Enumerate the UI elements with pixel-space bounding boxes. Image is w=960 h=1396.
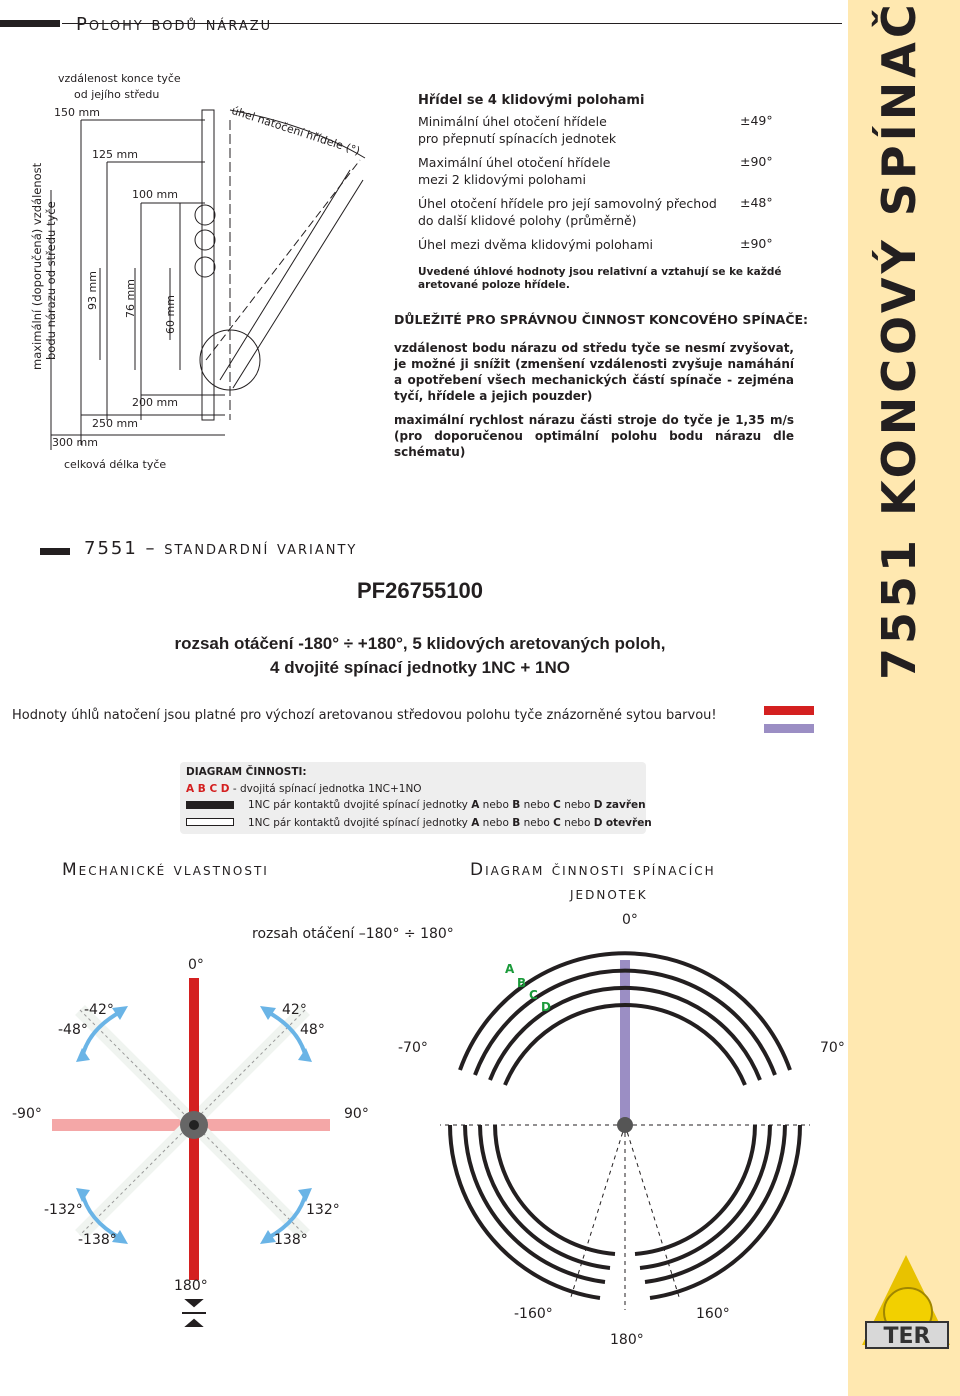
spec-val-1: ±49°: [740, 113, 773, 128]
switching-diagram: [420, 930, 840, 1330]
open-swatch: [186, 818, 234, 826]
mech-0: 0°: [188, 957, 204, 973]
mech-m42: -42°: [84, 1002, 114, 1018]
angle-note: Hodnoty úhlů natočení jsou platné pro výchozí aretovanou středovou polohu tyče znázorněné sytou barvou!: [12, 708, 717, 723]
closed-swatch: [186, 801, 234, 809]
important-p1: vzdálenost bodu nárazu od středu tyče se nesmí zvyšovat, je možné ji snížit (zmenšení vzdálenosti zvyšuje namáhání a opotřebení všech mechanických částí spínače - zejména tyčí, hřídele a jejich pouzder): [394, 341, 794, 403]
legend-closed: 1NC pár kontaktů dvojité spínací jednotky A nebo B nebo C nebo D zavřen: [248, 799, 646, 811]
dim-150: 150 mm: [54, 106, 100, 119]
mech-heading: Mechanické vlastnosti: [62, 860, 269, 880]
specs-note: Uvedené úhlové hodnoty jsou relativní a vztahují se ke každé aretované poloze hřídele.: [418, 266, 782, 291]
legend-abcd-row: A B C D - dvojitá spínací jednotka 1NC+1NO: [186, 783, 422, 795]
side-panel: [848, 0, 960, 1396]
shaft-angle-label: úhel natočení hřídele (°): [229, 104, 362, 158]
side-dim-label-2: bodu nárazu od středu tyče: [44, 201, 58, 360]
variant-bar: [40, 548, 70, 555]
diag-m70: -70°: [398, 1040, 428, 1056]
variant-desc: rozsah otáčení -180° ÷ +180°, 5 klidových aretovaných poloh, 4 dvojité spínací jednotky 1NC + 1NO: [174, 634, 666, 677]
dim-93: 93 mm: [86, 271, 99, 310]
legend-title: DIAGRAM ČINNOSTI:: [186, 766, 307, 778]
side-dim-label-1: maximální (doporučená) vzdálenost: [30, 162, 44, 370]
legend-open: 1NC pár kontaktů dvojité spínací jednotky A nebo B nebo C nebo D otevřen: [248, 817, 652, 829]
diag-70: 70°: [820, 1040, 845, 1056]
diag-0: 0°: [622, 912, 638, 928]
product-code: PF26755100: [357, 578, 483, 603]
diag-d: D: [541, 1000, 551, 1014]
lilac-swatch: [764, 724, 814, 733]
white-swatch: [764, 715, 814, 724]
mech-90: 90°: [344, 1106, 369, 1122]
diag-160: 160°: [696, 1306, 730, 1322]
mech-m132: -132°: [44, 1202, 83, 1218]
spec-val-4: ±90°: [740, 236, 773, 251]
mech-m48: -48°: [58, 1022, 88, 1038]
spec-val-3: ±48°: [740, 195, 773, 210]
diagram-heading-2: jednotek: [570, 884, 648, 904]
diag-a: A: [505, 962, 515, 976]
diag-m160: -160°: [514, 1306, 553, 1322]
side-title: 7551 KONCOVÝ SPÍNAČ: [872, 0, 926, 680]
dim-60: 60 mm: [164, 295, 177, 334]
mech-138: 138°: [274, 1232, 308, 1248]
diagram-heading-1: Diagram činnosti spínacích: [470, 860, 716, 880]
mech-180: 180°: [174, 1278, 208, 1294]
total-length-label: celková délka tyče: [64, 458, 167, 471]
mech-42: 42°: [282, 1002, 307, 1018]
rotation-range: rozsah otáčení –180° ÷ 180°: [252, 926, 454, 942]
spec-val-2: ±90°: [740, 154, 773, 169]
diag-b: B: [517, 976, 527, 990]
important-p2: maximální rychlost nárazu části stroje do tyče je 1,35 m/s (pro doporučenou optimální polohu bodu nárazu dle schématu): [394, 413, 794, 459]
mech-m138: -138°: [78, 1232, 117, 1248]
page-title: Polohy bodů nárazu: [76, 14, 273, 35]
diag-c: C: [529, 988, 538, 1002]
variant-heading: 7551 – standardní varianty: [84, 538, 358, 559]
logo-text: TER: [883, 1324, 931, 1349]
dim-200: 200 mm: [132, 396, 178, 409]
spec-row-2: Maximální úhel otočení hřídele mezi 2 klidovými polohami: [418, 155, 611, 187]
rod-dimension-drawing: [30, 70, 390, 490]
dim-76: 76 mm: [124, 279, 137, 318]
specs-title: Hřídel se 4 klidovými polohami: [418, 93, 645, 108]
rod-label-2: od jejího středu: [74, 88, 160, 101]
title-bar: [0, 20, 60, 27]
mech-48: 48°: [300, 1022, 325, 1038]
rod-label-1: vzdálenost konce tyče: [58, 72, 181, 85]
spec-row-1: Minimální úhel otočení hřídele pro přepnutí spínacích jednotek: [418, 114, 617, 146]
important-heading: DŮLEŽITÉ PRO SPRÁVNOU ČINNOST KONCOVÉHO SPÍNAČE:: [394, 312, 809, 327]
spec-row-3: Úhel otočení hřídele pro její samovolný přechod do další klidové polohy (průměrně): [418, 196, 717, 228]
mech-m90: -90°: [12, 1106, 42, 1122]
red-swatch: [764, 706, 814, 715]
spec-row-4: Úhel mezi dvěma klidovými polohami: [418, 237, 654, 252]
dim-100: 100 mm: [132, 188, 178, 201]
diag-180: 180°: [610, 1332, 644, 1348]
dim-300: 300 mm: [52, 436, 98, 449]
ter-logo: [858, 1250, 954, 1355]
dim-250: 250 mm: [92, 417, 138, 430]
dim-125: 125 mm: [92, 148, 138, 161]
mech-132: 132°: [306, 1202, 340, 1218]
